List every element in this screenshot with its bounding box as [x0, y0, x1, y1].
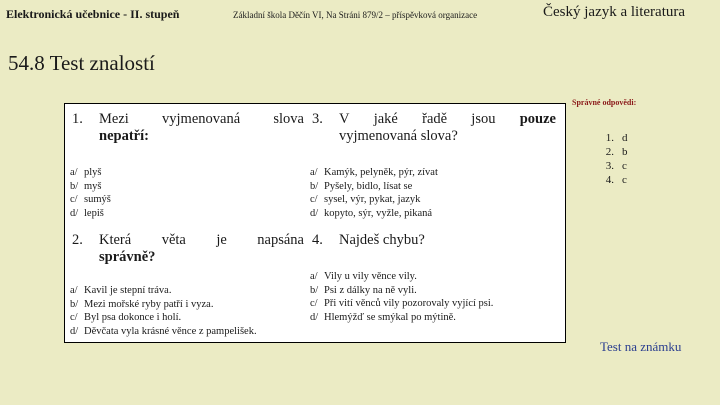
answer-value: c [622, 160, 627, 172]
option-letter: c/ [310, 298, 318, 309]
answer-item [600, 173, 628, 187]
question-word: jaké [373, 111, 398, 127]
option-item[interactable] [310, 180, 438, 194]
option-letter: d/ [310, 311, 319, 323]
option-item[interactable] [70, 207, 111, 221]
option-text: Byl psa dokonce i holí. [84, 312, 182, 323]
question-number: 4. [312, 232, 323, 248]
option-item[interactable] [70, 166, 111, 180]
question-line-2: vyjmenovaná slova? [339, 128, 458, 144]
option-text: Při vití věnců vily pozorovaly vyjící psi. [324, 298, 494, 309]
option-item[interactable] [70, 325, 257, 339]
option-text: Pyšely, bidlo, lísat se [324, 180, 413, 192]
question-word: jsou [471, 111, 496, 127]
option-text: lepiš [84, 207, 104, 219]
question-word: Mezi [99, 111, 129, 127]
question-3-options [310, 166, 438, 220]
question-2-options [70, 284, 257, 338]
option-text: sysel, výr, pykat, jazyk [324, 194, 421, 205]
option-item[interactable] [310, 270, 493, 284]
option-letter: a/ [310, 271, 318, 282]
question-word: věta [161, 232, 186, 248]
answer-number: 2. [605, 146, 614, 158]
answer-value: b [622, 146, 628, 158]
option-text: Psi z dálky na ně vyli. [324, 284, 417, 296]
option-letter: a/ [310, 167, 318, 178]
option-letter: c/ [310, 194, 318, 205]
option-letter: c/ [70, 312, 78, 323]
option-item[interactable] [310, 166, 438, 180]
question-number: 3. [312, 111, 323, 127]
option-item[interactable] [70, 298, 257, 312]
header-subject: Český jazyk a literatura [543, 4, 686, 20]
option-item[interactable] [70, 180, 111, 194]
question-word: vyjmenovaná [162, 111, 241, 127]
option-letter: b/ [70, 180, 79, 192]
question-word: napsána [257, 232, 304, 248]
question-word: je [216, 232, 227, 248]
option-text: Kavil je stepní tráva. [84, 285, 172, 296]
question-1-options [70, 166, 111, 220]
question-number: 1. [72, 111, 83, 127]
option-letter: d/ [310, 207, 319, 219]
option-text: Mezi mořské ryby patří i vyza. [84, 298, 214, 310]
question-text [99, 232, 304, 266]
question-word: řadě [422, 111, 448, 127]
option-text: myš [84, 180, 102, 192]
question-emphasis: pouze [519, 111, 556, 127]
option-text: plyš [84, 167, 102, 178]
option-letter: b/ [310, 284, 319, 296]
answer-value: d [622, 132, 628, 144]
option-item[interactable] [310, 207, 438, 221]
question-emphasis: nepatří: [99, 128, 149, 144]
answer-value: c [622, 174, 627, 186]
option-letter: a/ [70, 167, 78, 178]
question-word: slova [273, 111, 304, 127]
question-word: V [339, 111, 350, 127]
option-letter: d/ [70, 325, 79, 337]
test-for-grade-link[interactable]: Test na známku [600, 339, 682, 354]
question-text: Najdeš chybu? [339, 232, 425, 248]
option-letter: b/ [310, 180, 319, 192]
questions-box [64, 103, 566, 343]
question-number: 2. [72, 232, 83, 248]
answer-number: 3. [605, 160, 614, 172]
answer-number: 1. [605, 132, 614, 144]
option-text: Děvčata vyla krásné věnce z pampelišek. [84, 325, 257, 337]
answer-item [600, 159, 628, 173]
page-title: 54.8 Test znalostí [8, 51, 155, 75]
answer-item [600, 131, 628, 145]
answers-title: Správné odpovědi: [572, 98, 637, 107]
option-text: sumýš [84, 194, 111, 205]
option-item[interactable] [310, 284, 493, 298]
answer-item [600, 145, 628, 159]
option-letter: b/ [70, 298, 79, 310]
answer-number: 4. [605, 174, 614, 186]
question-text [339, 111, 556, 145]
question-text [99, 111, 304, 145]
question-word: Která [99, 232, 132, 248]
option-item[interactable] [70, 193, 111, 207]
option-item[interactable] [310, 193, 438, 207]
option-item[interactable] [70, 311, 257, 325]
header-school-name: Základní škola Děčín VI, Na Stráni 879/2 – příspěvková organizace [233, 10, 478, 20]
header-left-title: Elektronická učebnice - II. stupeň [6, 7, 180, 21]
option-letter: d/ [70, 207, 79, 219]
option-text: Hlemýžď se smýkal po mýtině. [324, 311, 456, 323]
option-item[interactable] [310, 311, 493, 325]
question-4-options [310, 270, 493, 324]
option-text: Vily u vily věnce vily. [324, 271, 417, 282]
option-text: kopyto, sýr, vyžle, pikaná [324, 207, 433, 219]
option-letter: a/ [70, 285, 78, 296]
option-letter: c/ [70, 194, 78, 205]
question-emphasis: správně? [99, 249, 156, 265]
answers-list [600, 131, 628, 187]
option-text: Kamýk, pelyněk, pýr, zívat [324, 167, 438, 178]
option-item[interactable] [310, 297, 493, 311]
option-item[interactable] [70, 284, 257, 298]
